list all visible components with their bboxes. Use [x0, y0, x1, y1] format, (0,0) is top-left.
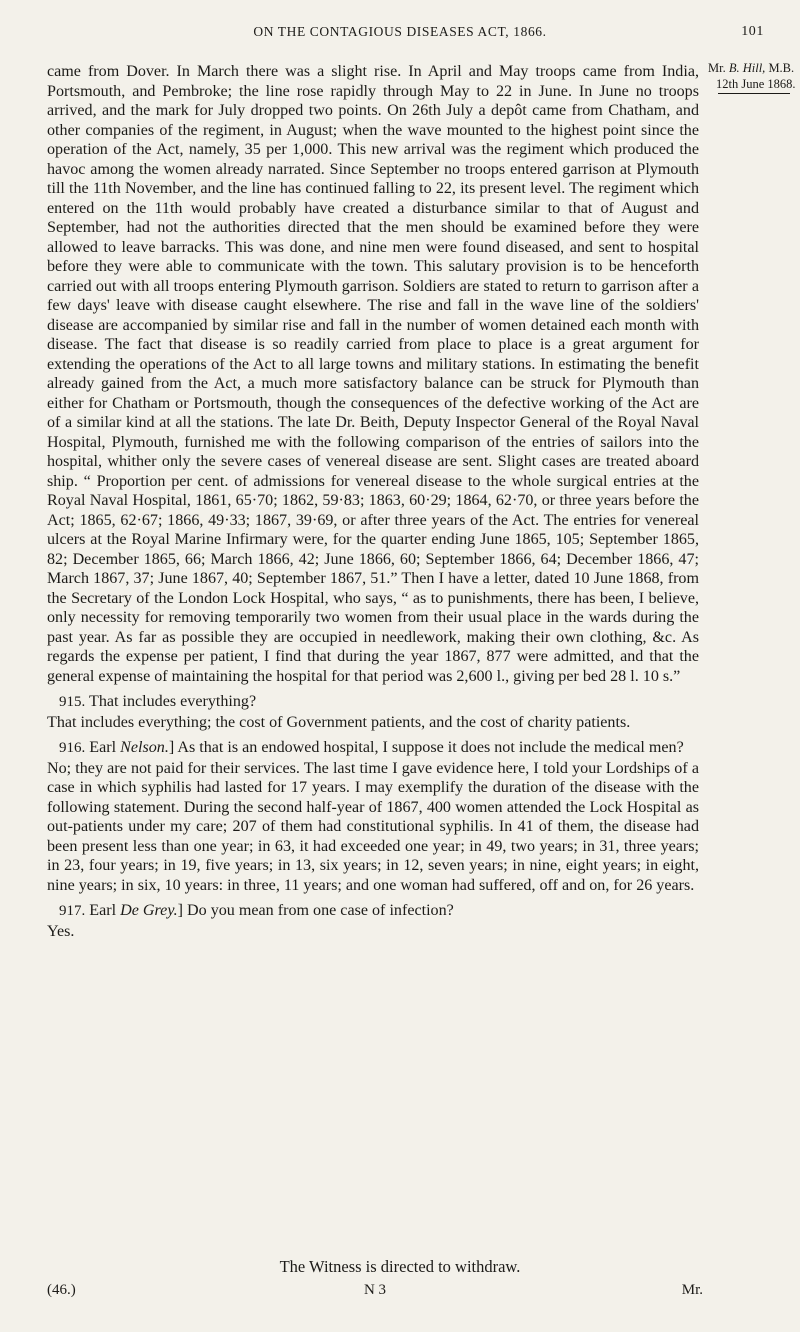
evidence-date: 12th June 1868. — [716, 77, 796, 91]
catchword: Mr. — [681, 1282, 703, 1298]
evidence-text — [47, 62, 699, 941]
page-footer — [47, 1282, 703, 1306]
continued-answer: came from Dover. In March there was a slight rise. In April and May troops came from India, Portsmouth, and Pembroke; the line rose rapidly through May to 22 in June. In June no troops arrived, and the mark for July dropped two points. On 26th July a depôt came from Chatham, and other companies of the regiment, in August; when the wave mounted to the highest point since the operation of the Act, namely, 35 per 1,000. This new arrival was the regiment which produced the havoc among the women already narrated. Since September no troops entered garrison at Plymouth till the 11th November, and the line has continued falling to 22, its present level. The regiment which entered on the 11th would probably have created a disturbance similar to that of August and September, had not the authorities directed that the men should be examined before they were allowed to leave barracks. This was done, and nine men were found diseased, and sent to hospital before they were able to communicate with the town. This salutary provision is to be henceforth carried out with all troops entering Plymouth garrison. Soldiers are stated to return to garrison after a few days' leave with disease caught elsewhere. The rise and fall in the wave line of the soldiers' disease are accompanied by similar rise and fall in the number of women detained each month with disease. The fact that disease is so readily carried from place to place is a great argument for extending the operations of the Act to all large towns and military stations. In estimating the benefit already gained from the Act, a much more satisfactory balance can be struck for Plymouth than either for Chatham or Portsmouth, though the consequences of the defective working of the Act are of a similar kind at all the stations. The late Dr. Beith, Deputy Inspector General of the Royal Naval Hospital, Plymouth, furnished me with the following comparison of the entries of sailors into the hospital, whither only the severe cases of venereal disease are sent. Slight cases are treated aboard ship. “ Proportion per cent. of admissions for venereal disease to the whole surgical entries at the Royal Naval Hospital, 1861, 65·70; 1862, 59·83; 1863, 60·29; 1864, 62·70, or three years before the Act; 1865, 62·67; 1866, 49·33; 1867, 39·69, or after three years of the Act. The entries for venereal ulcers at the Royal Marine Infirmary were, for the quarter ending June 1865, 105; September 1865, 82; December 1865, 66; March 1866, 42; June 1866, 60; September 1866, 64; December 1866, 47; March 1867, 37; June 1867, 40; September 1867, 51.” Then I have a letter, dated 10 June 1868, from the Secretary of the London Lock Hospital, who says, “ as to punishments, there has been, I believe, only necessity for removing temporarily two women from their usual place in the wards during the past year. As far as possible they are occupied in needlework, making their own clothing, &c. As regards the expense per patient, I find that during the year 1867, 877 were admitted, and that the general expense of maintaining the hospital for that period was 2,600 l., giving per bed 28 l. 10 s.” — [47, 63, 699, 685]
question-917 — [47, 901, 699, 922]
running-header — [0, 24, 800, 46]
sidenote-rule — [718, 93, 790, 94]
withdraw-note: The Witness is directed to withdraw. — [279, 1257, 521, 1276]
answer-916: No; they are not paid for their services. The last time I gave evidence here, I told your Lordships of a case in which syphilis had lasted for 17 years. I may exemplify the duration of the disease with the following statement. During the second half-year of 1867, 400 women attended the Lock Hospital as out-patients under my care; 207 of them had constitutional syphilis. In 41 of them, the disease had been present less than one year; in 63, it had exceeded one year; in 49, two years; in 31, three years; in 23, four years; in 19, five years; in 13, six years; in 12, seven years; in nine, eight years; in eight, nine years; in six, 10 years: in three, 11 years; and one woman had suffered, off and on, for 26 years. — [47, 759, 699, 894]
question-text: As that is an endowed hospital, I suppose it does not include the medical men? — [177, 739, 684, 756]
question-915 — [47, 692, 699, 713]
witness-name: Mr. B. Hill, M.B. — [708, 61, 795, 75]
margin-sidenote — [708, 60, 800, 94]
question-text: That includes everything? — [88, 693, 257, 710]
running-title: ON THE CONTAGIOUS DISEASES ACT, 1866. — [253, 24, 547, 39]
question-916 — [47, 738, 699, 759]
page-number: 101 — [741, 24, 764, 39]
question-number: 917. — [59, 903, 86, 919]
answer-915: That includes everything; the cost of Government patients, and the cost of charity patients. — [47, 713, 631, 731]
question-number: 916. — [59, 740, 86, 756]
question-number: 915. — [59, 694, 86, 710]
answer-917: Yes. — [47, 922, 75, 940]
print-code: (46.) — [47, 1282, 76, 1298]
speaker: Earl Nelson.] — [89, 739, 175, 756]
signature-mark: N 3 — [363, 1282, 387, 1298]
question-text: Do you mean from one case of infection? — [187, 902, 454, 919]
speaker: Earl De Grey.] — [89, 902, 183, 919]
